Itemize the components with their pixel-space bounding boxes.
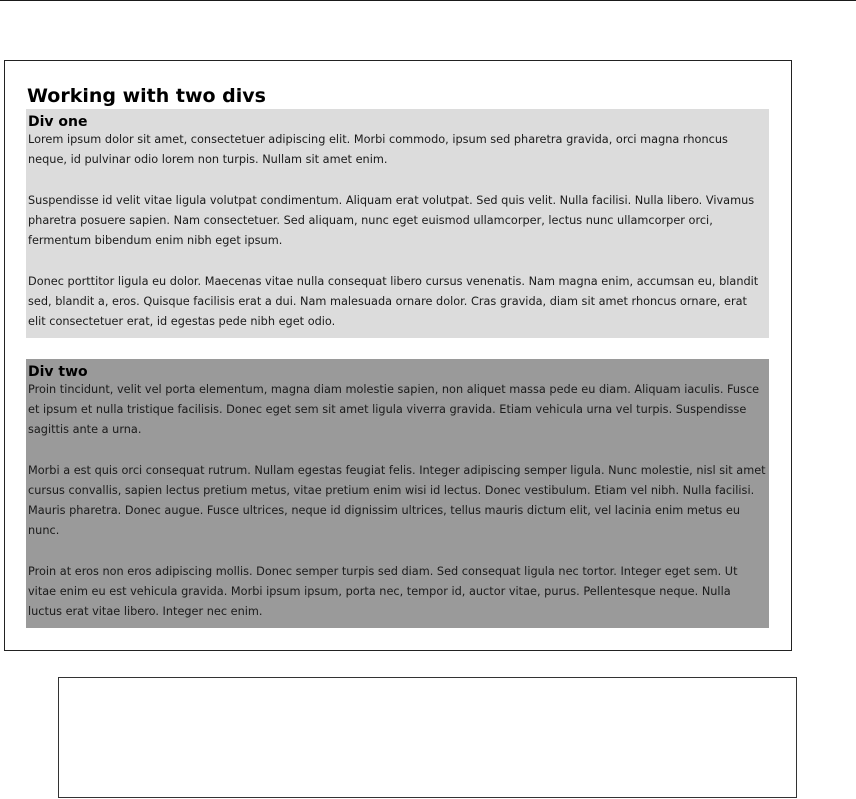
div-one-box <box>26 109 769 338</box>
empty-caption-box <box>58 677 797 798</box>
div-one-paragraph-2: Suspendisse id velit vitae ligula volutpat condimentum. Aliquam erat volutpat. Sed quis velit. Nulla facilisi. Nulla libero. Vivamus pharetra posuere sapien. Nam consectetuer. Sed aliquam, nunc eget euismod ullamcorper, lectus nunc ullamcorper orci, fermentum bibendum enim nibh eget ipsum. <box>28 194 755 247</box>
div-one-heading: Div one <box>28 114 88 130</box>
page-title: Working with two divs <box>27 85 266 107</box>
div-two-paragraph-3: Proin at eros non eros adipiscing mollis. Donec semper turpis sed diam. Sed consequat ligula nec tortor. Integer eget sem. Ut vitae enim eu est vehicula gravida. Morbi ipsum ipsum, porta nec, tempor id, auctor vitae, purus. Pellentesque neque. Nulla luctus erat vitae libero. Integer nec enim. <box>28 565 738 618</box>
div-two-box <box>26 359 769 628</box>
div-two-paragraph-1: Proin tincidunt, velit vel porta elementum, magna diam molestie sapien, non aliquet massa pede eu diam. Aliquam iaculis. Fusce et ipsum et nulla tristique facilisis. Donec eget sem sit amet ligula viverra gravida. Etiam vehicula urna vel turpis. Suspendisse sagittis ante a urna. <box>28 383 760 436</box>
div-one-paragraph-3: Donec porttitor ligula eu dolor. Maecenas vitae nulla consequat libero cursus venenatis. Nam magna enim, accumsan eu, blandit sed, blandit a, eros. Quisque facilisis erat a dui. Nam malesuada ornare dolor. Cras gravida, diam sit amet rhoncus ornare, erat elit consectetuer erat, id egestas pede nibh eget odio. <box>28 275 759 328</box>
div-one-paragraph-1: Lorem ipsum dolor sit amet, consectetuer adipiscing elit. Morbi commodo, ipsum sed pharetra gravida, orci magna rhoncus neque, id pulvinar odio lorem non turpis. Nullam sit amet enim. <box>28 133 728 166</box>
top-divider-line <box>0 0 856 1</box>
rendered-page-frame <box>4 60 792 651</box>
div-two-heading: Div two <box>28 364 88 380</box>
div-two-paragraph-2: Morbi a est quis orci consequat rutrum. Nullam egestas feugiat felis. Integer adipiscing semper ligula. Nunc molestie, nisl sit amet cursus convallis, sapien lectus pretium metus, vitae pretium enim wisi id lectus. Donec vestibulum. Etiam vel nibh. Nulla facilisi. Mauris pharetra. Donec augue. Fusce ultrices, neque id dignissim ultrices, tellus mauris dictum elit, vel lacinia enim metus eu nunc. <box>28 464 766 537</box>
